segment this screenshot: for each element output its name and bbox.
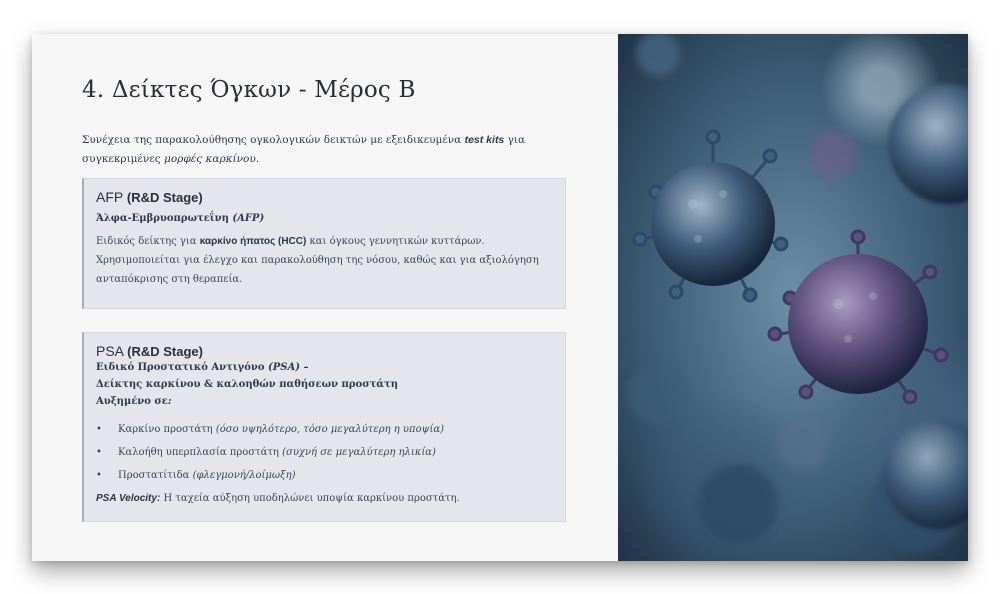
bullet-main: Καλοήθη υπερπλασία προστάτη	[118, 447, 283, 458]
psa-line-3-italic: :	[167, 396, 172, 407]
afp-text-2: και όγκους γεννητικών κυττάρων. Χρησιμοποιείται για έλεγχο και παρακολούθηση της νόσου, καθώς και για αξιολόγηση ανταπόκρισης στη θεραπεία.	[96, 236, 539, 285]
bullet-italic: (φλεγμονή/λοίμωξη)	[192, 470, 296, 481]
intro-text-3: .	[255, 153, 260, 165]
psa-velocity-text: Η ταχεία αύξηση υποδηλώνει υποψία καρκίνου προστάτη.	[160, 493, 460, 504]
psa-velocity-label: PSA Velocity:	[96, 493, 161, 504]
bullet-icon: •	[96, 470, 102, 481]
afp-text-bold: καρκίνο ήπατος (HCC)	[199, 236, 307, 247]
bullet-italic: (συχνή σε μεγαλύτερη ηλικία)	[282, 447, 436, 458]
virus-image	[618, 34, 968, 561]
psa-description	[96, 359, 553, 410]
bullet-icon: •	[96, 447, 102, 458]
intro-paragraph	[82, 131, 582, 169]
intro-text-1: Συνέχεια της παρακολούθησης ογκολογικών δεικτών με εξειδικευμένα	[82, 134, 465, 146]
afp-subtitle-italic: (AFP)	[232, 213, 265, 224]
psa-line-2: Δείκτης καρκίνου & καλοηθών παθήσεων προστάτη	[96, 379, 398, 390]
slide	[32, 34, 968, 561]
afp-stage: (R&D Stage)	[126, 190, 203, 205]
psa-line-1-end: –	[300, 362, 309, 373]
psa-stage: (R&D Stage)	[127, 344, 203, 359]
bullet-italic: (όσο υψηλότερο, τόσο μεγαλύτερη η υποψία)	[215, 424, 445, 435]
psa-name: PSA	[96, 343, 124, 359]
list-item	[96, 464, 553, 487]
bullet-main: Καρκίνο προστάτη	[118, 424, 216, 435]
psa-bullet-list	[96, 418, 553, 487]
psa-line-1	[96, 359, 553, 376]
slide-title: 4. Δείκτες Όγκων - Μέρος Β	[82, 77, 416, 103]
bullet-main: Προστατίτιδα	[118, 470, 193, 481]
psa-line-3	[96, 393, 553, 410]
afp-card	[82, 178, 566, 309]
intro-bold: test kits	[464, 134, 505, 146]
psa-line-3-main: Αυξημένο σε	[96, 396, 168, 407]
afp-name: AFP	[96, 189, 123, 205]
afp-text-1: Ειδικός δείκτης για	[96, 236, 200, 247]
afp-card-heading	[96, 189, 553, 205]
psa-card-heading	[96, 343, 553, 359]
psa-line-1-italic: (PSA)	[268, 362, 300, 373]
content-panel	[32, 34, 618, 561]
psa-velocity	[96, 493, 553, 504]
intro-italic: μορφές καρκίνου	[164, 153, 256, 165]
psa-line-1-main: Ειδικό Προστατικό Αντιγόνο	[96, 362, 269, 373]
intro-text-2: για συγκεκριμένες	[82, 134, 526, 165]
afp-subtitle-main: Άλφα-Εμβρυοπρωτεΐνη	[96, 213, 233, 224]
list-item	[96, 418, 553, 441]
afp-description	[96, 232, 553, 289]
psa-card	[82, 332, 566, 522]
bullet-icon: •	[96, 424, 102, 435]
afp-subtitle	[96, 213, 553, 224]
virus-illustration	[618, 34, 968, 561]
list-item	[96, 441, 553, 464]
